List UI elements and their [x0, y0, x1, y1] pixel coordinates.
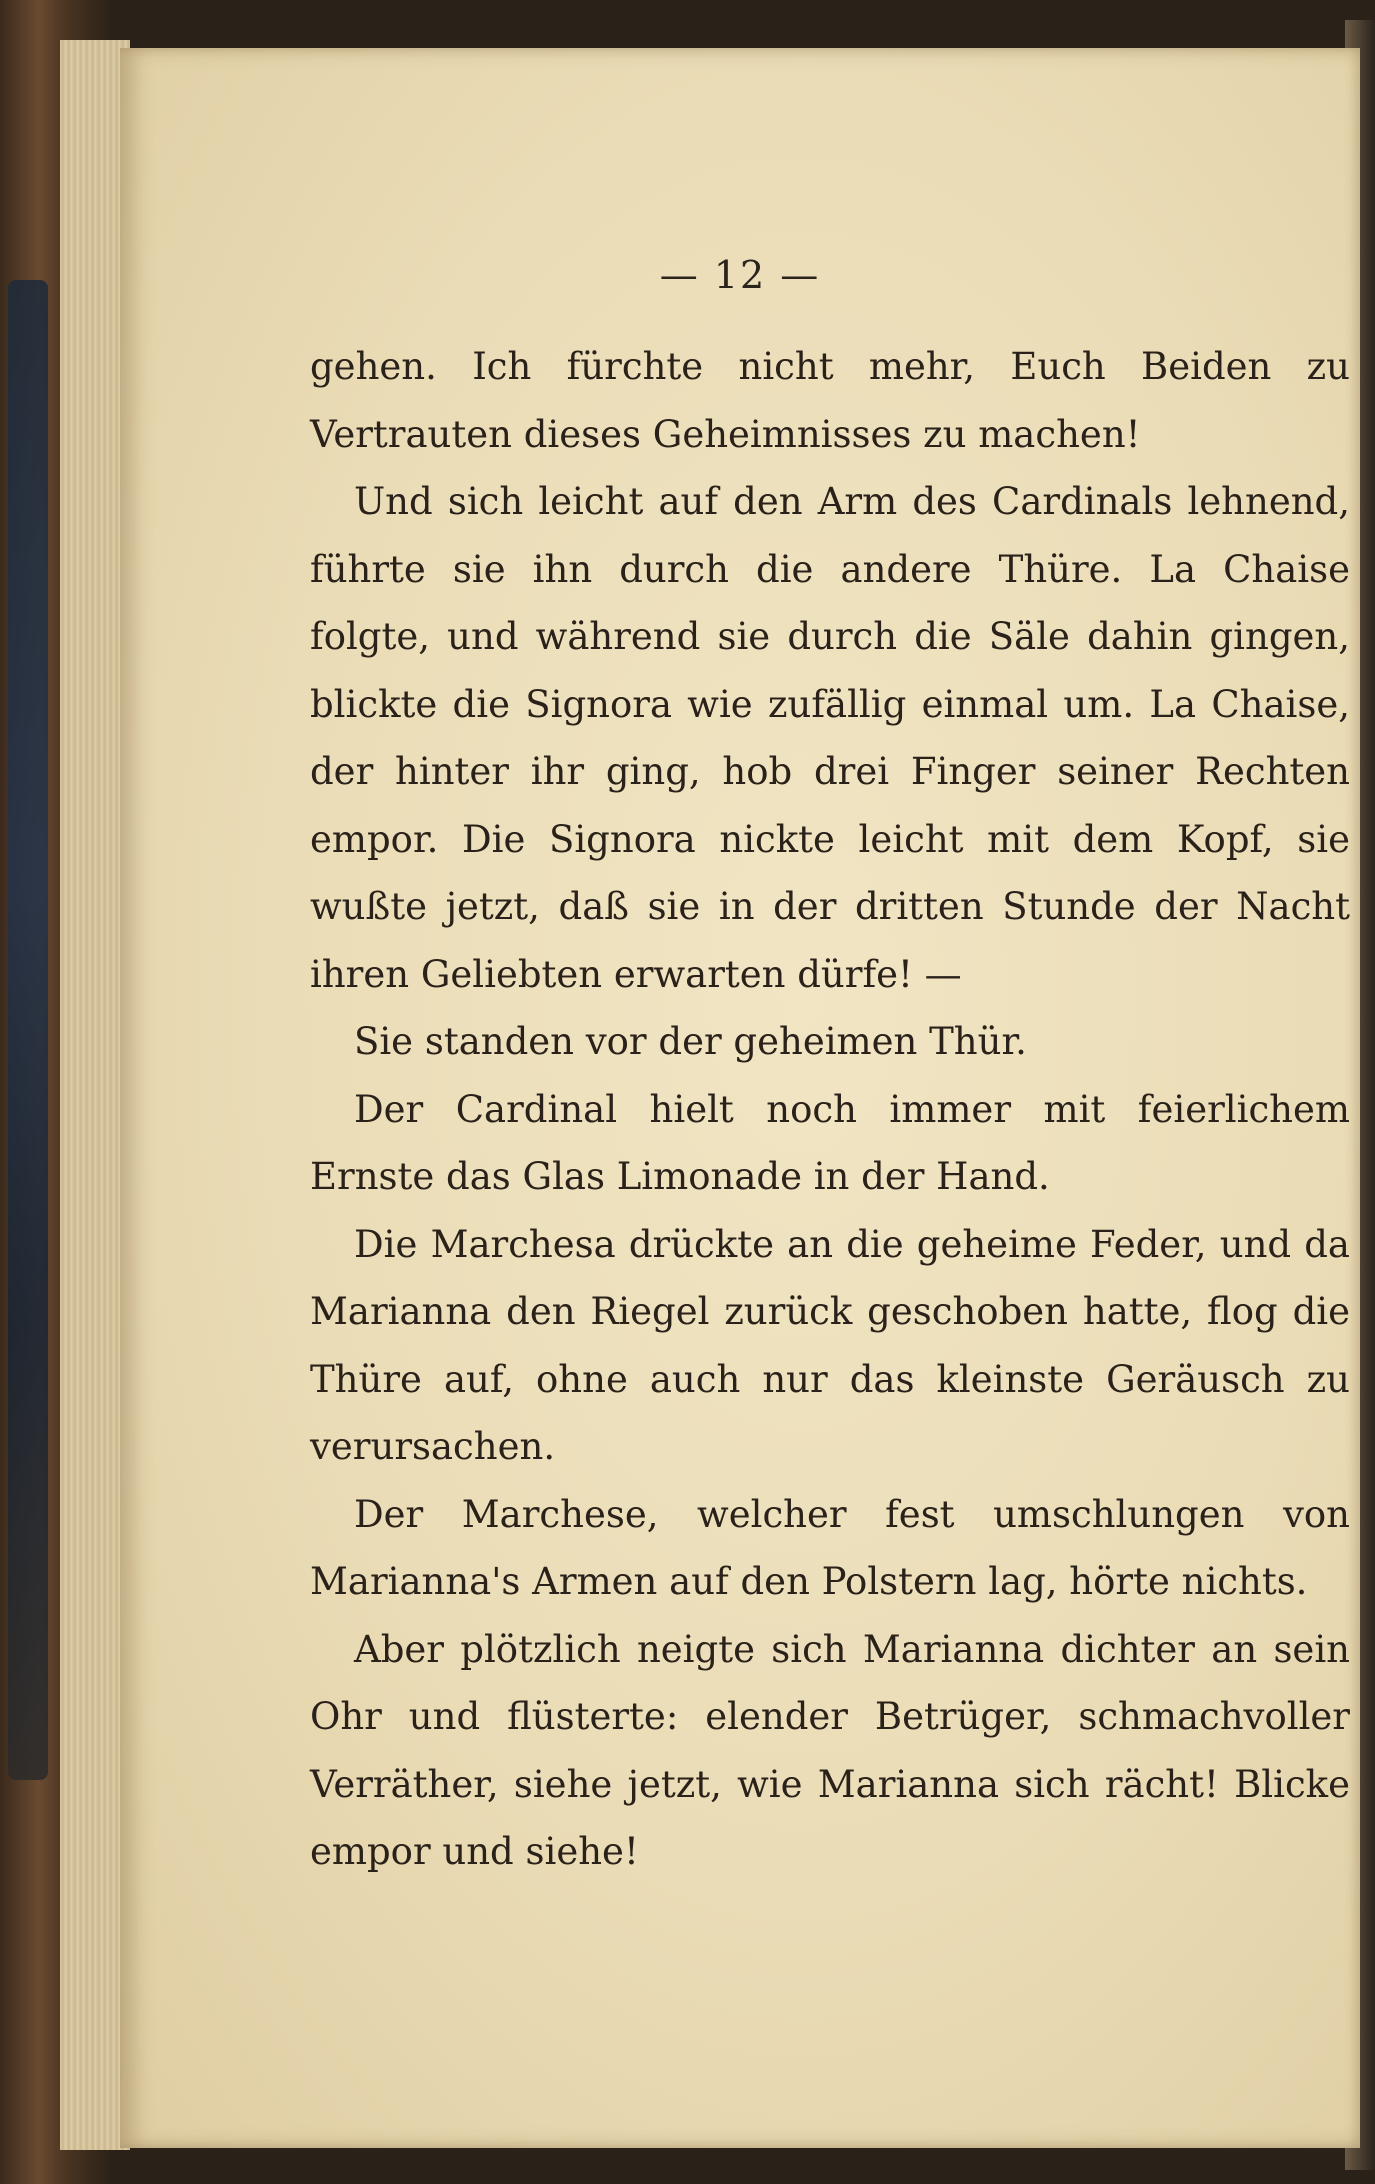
paragraph: Und sich leicht auf den Arm des Cardinals lehnend, führte sie ihn durch die andere Thüre. La Chaise folgte, und während sie durch die Säle dahin gingen, blickte die Signora wie zufällig einmal um. La Chaise, der hinter ihr ging, hob drei Finger seiner Rechten empor. Die Signora nickte leicht mit dem Kopf, sie wußte jetzt, daß sie in der dritten Stunde der Nacht ihren Geliebten erwarten dürfe! —	[310, 480, 1350, 996]
page-text	[310, 333, 1350, 1886]
page-number: — 12 —	[659, 253, 821, 297]
paragraph: Die Marchesa drückte an die geheime Feder, und da Marianna den Riegel zurück geschoben hatte, flog die Thüre auf, ohne auch nur das kleinste Geräusch zu verursachen.	[310, 1222, 1350, 1468]
paragraph: gehen. Ich fürchte nicht mehr, Euch Beiden zu Vertrauten dieses Geheimnisses zu machen!	[310, 345, 1350, 456]
paragraph: Der Cardinal hielt noch immer mit feierlichem Ernste das Glas Limonade in der Hand.	[310, 1087, 1350, 1198]
paragraph: Sie standen vor der geheimen Thür.	[354, 1020, 1027, 1063]
paragraph: Der Marchese, welcher fest umschlungen von Marianna's Armen auf den Polstern lag, hörte nichts.	[310, 1492, 1350, 1603]
cover-wear	[8, 280, 48, 1780]
book-page	[120, 48, 1360, 2148]
paragraph: Aber plötzlich neigte sich Marianna dichter an sein Ohr und flüsterte: elender Betrüger, schmachvoller Verräther, siehe jetzt, wie Marianna sich rächt! Blicke empor und siehe!	[310, 1627, 1350, 1873]
